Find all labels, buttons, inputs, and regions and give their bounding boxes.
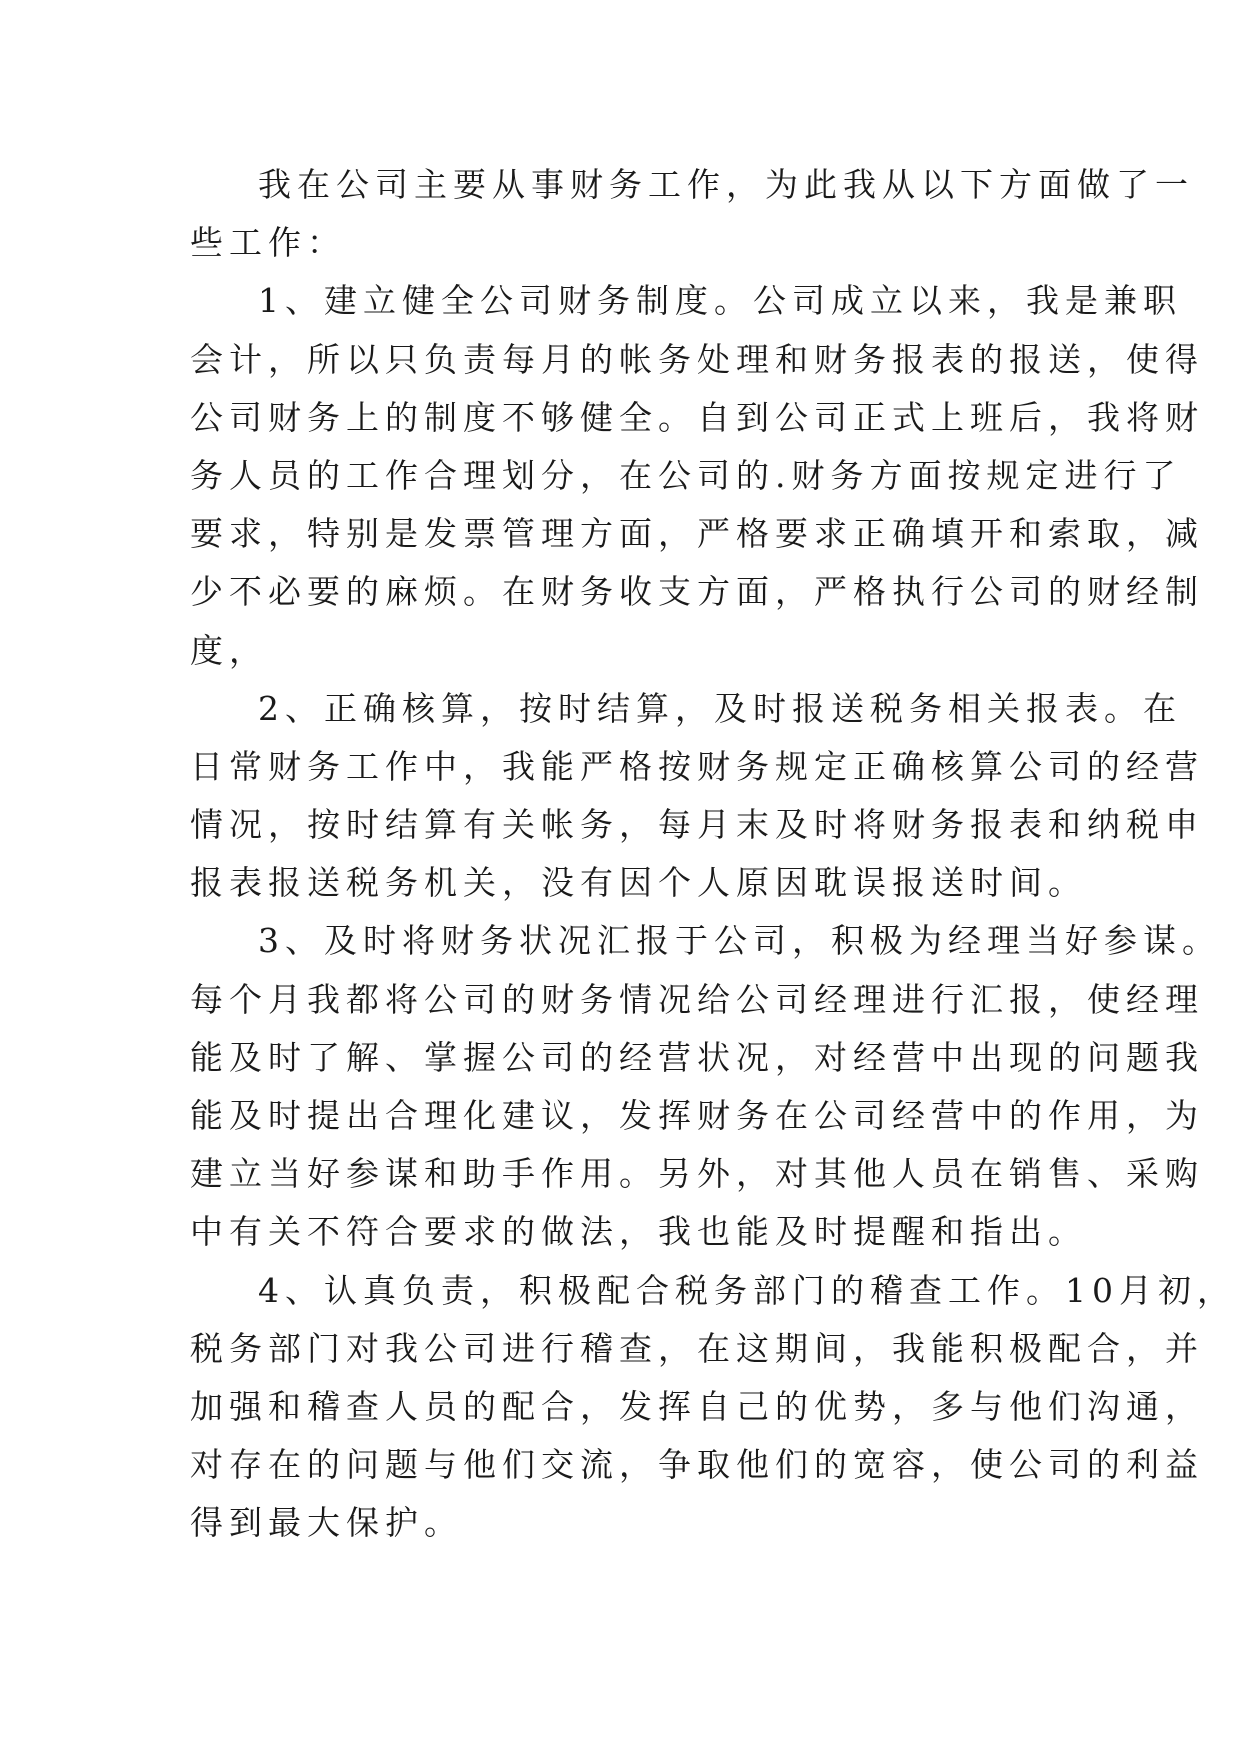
text-line: 得到最大保护。: [190, 1503, 463, 1543]
text-line: 务人员的工作合理划分，在公司的.财务方面按规定进行了: [190, 455, 1182, 495]
paragraph-item-3: [190, 912, 1221, 1261]
text-line: 会计，所以只负责每月的帐务处理和财务报表的报送，使得: [190, 339, 1204, 379]
text-line: 情况，按时结算有关帐务，每月末及时将财务报表和纳税申: [190, 805, 1204, 845]
paragraph-item-1: [190, 272, 1204, 679]
text-line: 能及时了解、掌握公司的经营状况，对经营中出现的问题我: [190, 1037, 1204, 1077]
text-line: 我在公司主要从事财务工作，为此我从以下方面做了一: [258, 165, 1194, 204]
text-line: 加强和稽查人员的配合，发挥自己的优势，多与他们沟通，: [190, 1386, 1204, 1426]
text-line: 公司财务上的制度不够健全。自到公司正式上班后，我将财: [190, 397, 1204, 437]
text-line: 度，: [190, 630, 268, 670]
paragraph-intro: [190, 156, 1194, 272]
text-line: 2、正确核算，按时结算，及时报送税务相关报表。在: [258, 688, 1182, 728]
text-line: 3、及时将财务状况汇报于公司，积极为经理当好参谋。: [258, 921, 1221, 961]
text-line: 对存在的问题与他们交流，争取他们的宽容，使公司的利益: [190, 1445, 1204, 1485]
text-line: 税务部门对我公司进行稽查，在这期间，我能积极配合，并: [190, 1328, 1204, 1368]
paragraph-item-4: [190, 1262, 1236, 1553]
text-line: 1、建立健全公司财务制度。公司成立以来，我是兼职: [258, 281, 1182, 321]
text-line: 能及时提出合理化建议，发挥财务在公司经营中的作用，为: [190, 1096, 1204, 1135]
document-body: [190, 156, 1236, 1553]
text-line: 日常财务工作中，我能严格按财务规定正确核算公司的经营: [190, 746, 1204, 786]
text-line: 少不必要的麻烦。在财务收支方面，严格执行公司的财经制: [190, 572, 1204, 612]
text-line: 些工作：: [190, 223, 346, 263]
text-line: 中有关不符合要求的做法，我也能及时提醒和指出。: [190, 1212, 1087, 1252]
text-line: 报表报送税务机关，没有因个人原因耽误报送时间。: [190, 863, 1087, 903]
text-line: 要求，特别是发票管理方面，严格要求正确填开和索取，减: [190, 514, 1204, 554]
text-line: 4、认真负责，积极配合税务部门的稽查工作。10月初，: [258, 1270, 1236, 1310]
paragraph-item-2: [190, 680, 1204, 913]
text-line: 建立当好参谋和助手作用。另外，对其他人员在销售、采购: [190, 1154, 1204, 1194]
text-line: 每个月我都将公司的财务情况给公司经理进行汇报，使经理: [190, 979, 1204, 1019]
